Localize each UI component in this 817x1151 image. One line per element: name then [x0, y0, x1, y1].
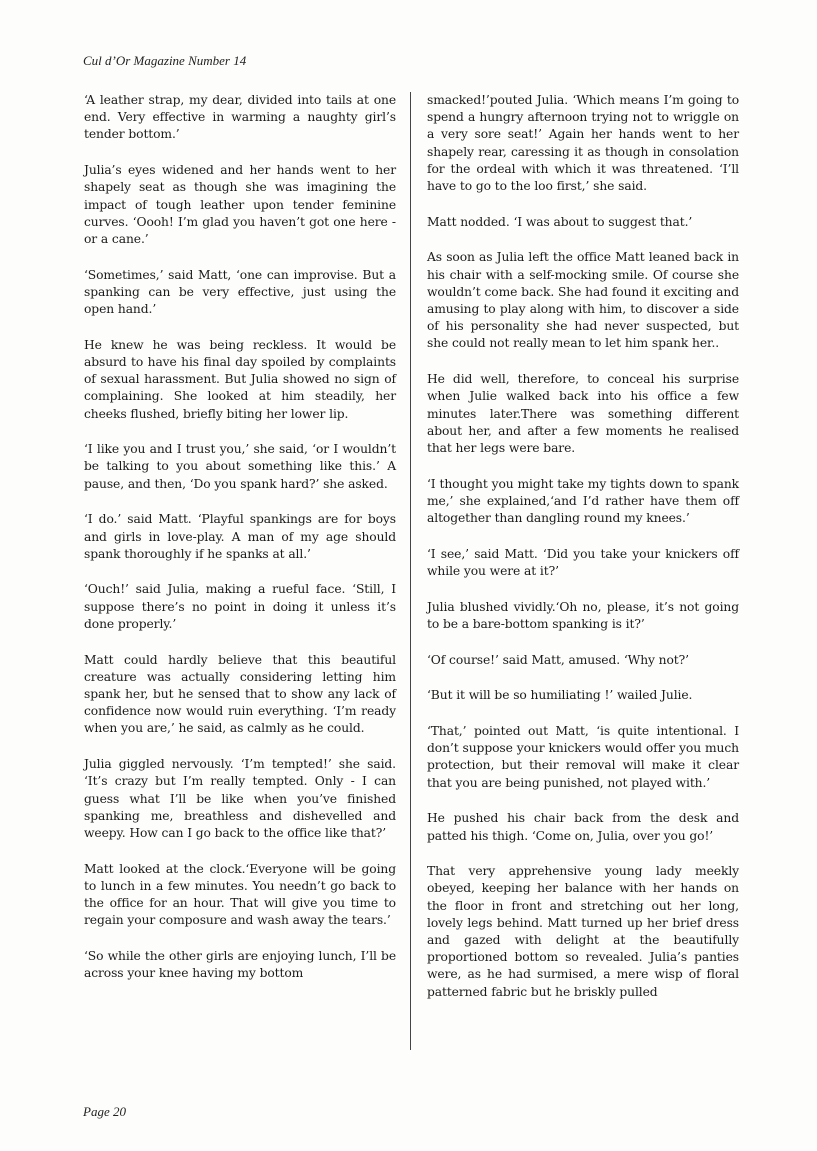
paragraph: ‘Ouch!’ said Julia, making a rueful face. ‘Still, I suppose there’s no point in doing it unless it’s done properly.’ — [84, 582, 396, 631]
paragraph: He did well, therefore, to conceal his surprise when Julie walked back into his office a few minutes later.There was something different about her, and after a few moments he realised that her legs were bare. — [427, 372, 739, 455]
paragraph: ‘I do.’ said Matt. ‘Playful spankings are for boys and girls in love-play. A man of my age should spank thoroughly if he spanks at all.’ — [84, 512, 396, 561]
right-column — [427, 92, 739, 1019]
paragraph: Matt looked at the clock.‘Everyone will be going to lunch in a few minutes. You needn’t go back to the office for an hour. That will give you time to regain your composure and wash away the tears.’ — [84, 861, 396, 928]
paragraph: That very apprehensive young lady meekly obeyed, keeping her balance with her hands on the floor in front and stretching out her long, lovely legs behind. Matt turned up her brief dress and gazed with delight at the beautifully proportioned bottom so revealed. Julia’s panties were, as he had surmised, a mere wisp of floral patterned fabric but he briskly pulled — [427, 864, 739, 999]
paragraph: ‘So while the other girls are enjoying lunch, I’ll be across your knee having my bottom — [84, 948, 396, 981]
paragraph: smacked!’pouted Julia. ‘Which means I’m going to spend a hungry afternoon trying not to wriggle on a very sore seat!’ Again her hands went to her shapely rear, caressing it as though in consolation for the ordeal with which it was threatened. ‘I’ll have to go to the loo first,’ she said. — [427, 93, 739, 194]
paragraph: ‘I like you and I trust you,’ she said, ‘or I wouldn’t be talking to you about something like this.’ A pause, and then, ‘Do you spank hard?’ she asked. — [84, 442, 396, 491]
paragraph: ‘Sometimes,’ said Matt, ‘one can improvise. But a spanking can be very effective, just using the open hand.’ — [84, 267, 396, 317]
paragraph: Julia blushed vividly.‘Oh no, please, it’s not going to be a bare-bottom spanking is it?’ — [427, 599, 739, 631]
paragraph: ‘Of course!’ said Matt, amused. ‘Why not?’ — [427, 652, 689, 667]
paragraph: Julia giggled nervously. ‘I’m tempted!’ she said. ‘It’s crazy but I’m really tempted. Only - I can guess what I’ll be like when you’ve finished spanking me, breathless and dishevelled and weepy. How can I go back to the office like that?’ — [84, 757, 396, 840]
paragraph: ‘A leather strap, my dear, divided into tails at one end. Very effective in warming a naughty girl’s tender bottom.’ — [84, 93, 396, 142]
paragraph: He knew he was being reckless. It would be absurd to have his final day spoiled by complaints of sexual harassment. But Julia showed no sign of complaining. She looked at him steadily, her cheeks flushed, briefly biting her lower lip. — [84, 337, 396, 421]
column-divider — [410, 92, 411, 1050]
paragraph: ‘I see,’ said Matt. ‘Did you take your knickers off while you were at it?’ — [427, 546, 739, 578]
running-header: Cul d’Or Magazine Number 14 — [83, 53, 247, 68]
paragraph: ‘But it will be so humiliating !’ wailed Julie. — [427, 688, 693, 703]
paragraph: ‘I thought you might take my tights down to spank me,’ she explained,‘and I’d rather have them off altogether than dangling round my knees.’ — [427, 476, 739, 526]
paragraph: Julia’s eyes widened and her hands went to her shapely seat as though she was imagining the impact of tough leather upon tender feminine curves. ‘Oooh! I’m glad you haven’t got one here - or a cane.’ — [84, 163, 396, 246]
paragraph: As soon as Julia left the office Matt leaned back in his chair with a self-mocking smile. Of course she wouldn’t come back. She had found it exciting and amusing to play along with him, to discover a side of his personality she had never suspected, but she could not really mean to let him spank her.. — [427, 250, 739, 351]
paragraph: Matt nodded. ‘I was about to suggest that.’ — [427, 214, 693, 229]
paragraph: ‘That,’ pointed out Matt, ‘is quite intentional. I don’t suppose your knickers would offer you much protection, but their removal will make it clear that you are being punished, not played with.’ — [427, 723, 739, 790]
paragraph: Matt could hardly believe that this beautiful creature was actually considering letting him spank her, but he sensed that to show any lack of confidence now would ruin everything. ‘I’m ready when you are,’ he said, as calmly as he could. — [84, 652, 396, 736]
left-column — [84, 92, 396, 1001]
page-number: Page 20 — [83, 1104, 126, 1119]
paragraph: He pushed his chair back from the desk and patted his thigh. ‘Come on, Julia, over you go!’ — [427, 811, 739, 843]
